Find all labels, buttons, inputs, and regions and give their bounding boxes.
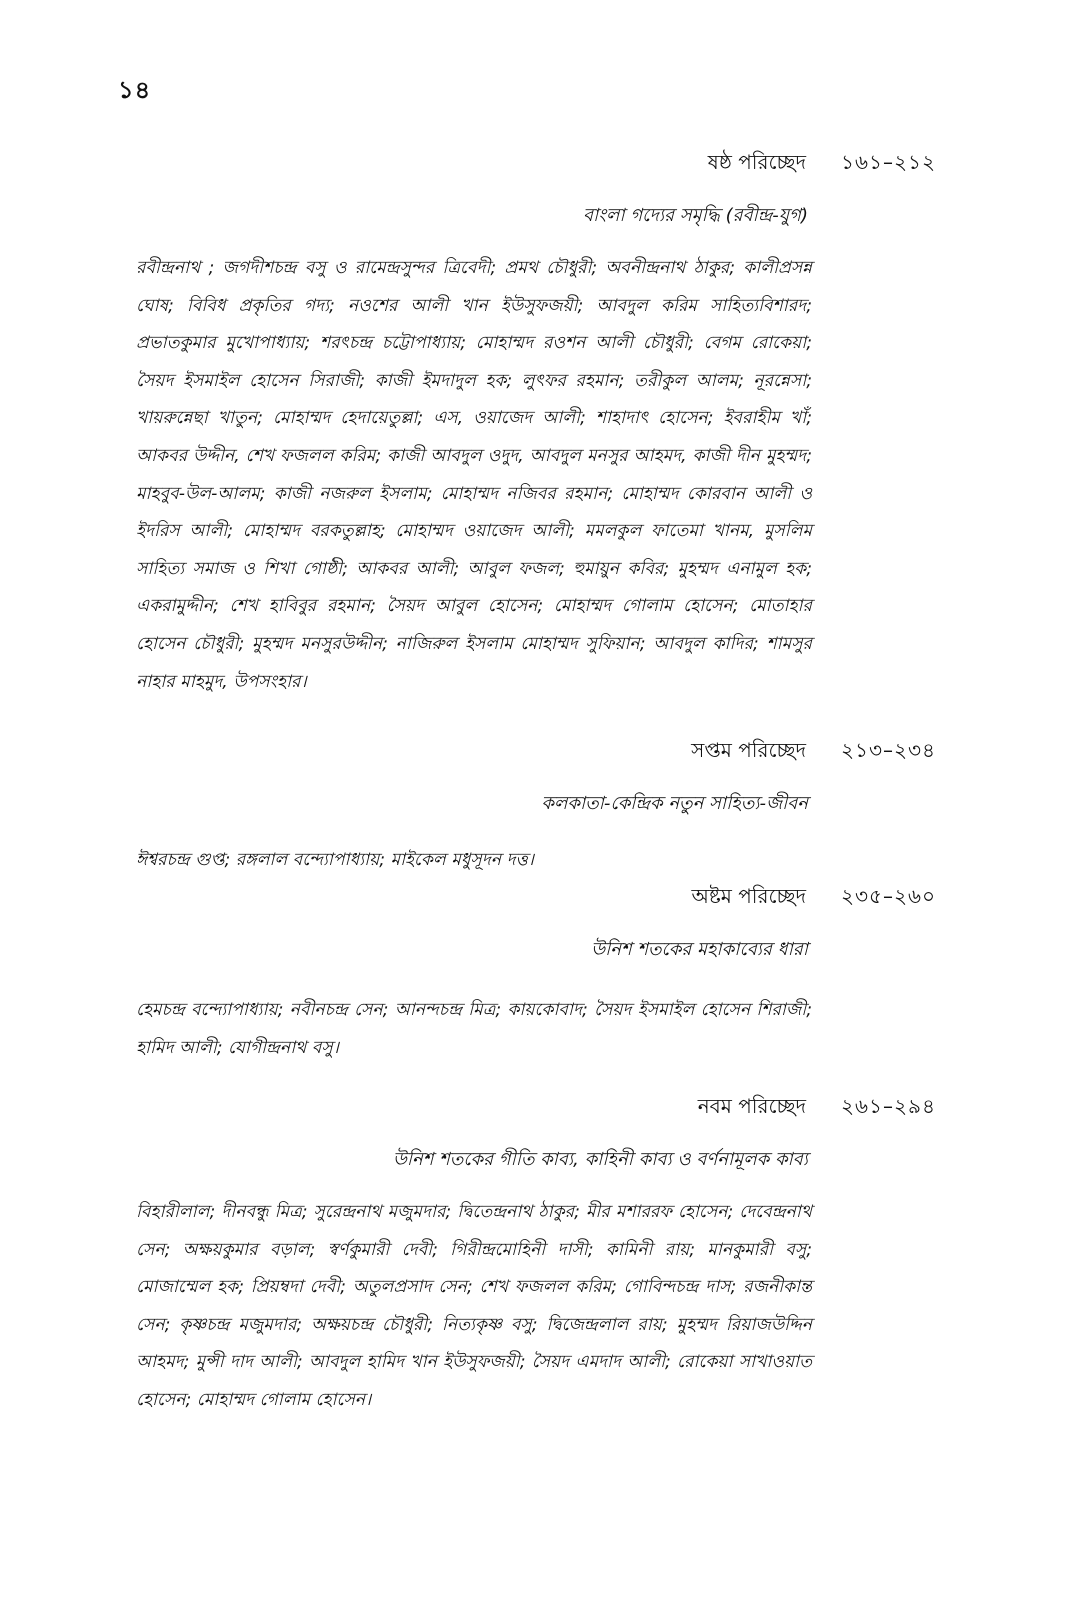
chapter-page-range: ২৬১–২৯৪ [841,1094,936,1118]
chapter-title: ষষ্ঠ পরিচ্ছেদ [707,150,806,174]
chapter-page-range: ২১৩–২৩৪ [841,738,936,762]
chapter-heading [136,148,936,181]
chapter-section-8 [136,882,936,1067]
chapter-subtitle: বাংলা গদ্যের সমৃদ্ধি (রবীন্দ্র-যুগ) [583,205,808,226]
chapter-page-range: ১৬১–২১২ [841,150,936,174]
chapter-title: সপ্তম পরিচ্ছেদ [691,738,806,762]
chapter-topics: হেমচন্দ্র বন্দ্যোপাধ্যায়; নবীনচন্দ্র সেন; আনন্দচন্দ্র মিত্র; কায়কোবাদ; সৈয়দ ইসমাইল হোসেন শিরাজী; হামিদ আলী; যোগীন্দ্রনাথ বসু। [136,1000,812,1058]
chapter-heading [136,882,936,915]
chapter-page-range: ২৩৫–২৬০ [841,884,936,908]
chapter-heading [136,736,936,769]
page-number: ১৪ [118,76,152,104]
chapter-heading [136,1092,936,1125]
chapter-section-7 [136,736,936,880]
chapter-topics: বিহারীলাল; দীনবন্ধু মিত্র; সুরেন্দ্রনাথ মজুমদার; দ্বিতেন্দ্রনাথ ঠাকুর; মীর মশাররফ হোসেন; দেবেন্দ্রনাথ সেন; অক্ষয়কুমার বড়াল; স্বর্ণকুমারী দেবী; গিরীন্দ্রমোহিনী দাসী; কামিনী রায়; মানকুমারী বসু; মোজাম্মেল হক; প্রিয়ম্বদা দেবী; অতুলপ্রসাদ সেন; শেখ ফজলল করিম; গোবিন্দচন্দ্র দাস; রজনীকান্ত সেন; কৃষ্ণচন্দ্র মজুমদার; অক্ষয়চন্দ্র চৌধুরী; নিত্যকৃষ্ণ বসু; দ্বিজেন্দ্রলাল রায়; মুহম্মদ রিয়াজউদ্দিন আহমদ; মুন্সী দাদ আলী; আবদুল হামিদ খান ইউসুফজয়ী; সৈয়দ এমদাদ আলী; রোকেয়া সাখাওয়াত হোসেন; মোহাম্মদ গোলাম হোসেন। [136,1202,812,1410]
chapter-section-6 [136,148,936,701]
chapter-title: নবম পরিচ্ছেদ [697,1094,806,1118]
chapter-title: অষ্টম পরিচ্ছেদ [691,884,806,908]
chapter-subtitle: উনিশ শতকের গীতি কাব্য, কাহিনী কাব্য ও বর্ণনামূলক কাব্য [392,1149,808,1170]
chapter-section-9 [136,1092,936,1420]
chapter-topics: ঈশ্বরচন্দ্র গুপ্ত; রঙ্গলাল বন্দ্যোপাধ্যায়; মাইকেল মধুসূদন দত্ত। [136,850,534,870]
chapter-topics: রবীন্দ্রনাথ ; জগদীশচন্দ্র বসু ও রামেন্দ্রসুন্দর ত্রিবেদী; প্রমথ চৌধুরী; অবনীন্দ্রনাথ ঠাকুর; কালীপ্রসন্ন ঘোষ; বিবিধ প্রকৃতির গদ্য; নওশের আলী খান ইউসুফজয়ী; আবদুল করিম সাহিত্যবিশারদ; প্রভাতকুমার মুখোপাধ্যায়; শরৎচন্দ্র চট্টোপাধ্যায়; মোহাম্মদ রওশন আলী চৌধুরী; বেগম রোকেয়া; সৈয়দ ইসমাইল হোসেন সিরাজী; কাজী ইমদাদুল হক; লুৎফর রহমান; তরীকুল আলম; নূরন্নেসা; খায়রুন্নেছা খাতুন; মোহাম্মদ হেদায়েতুল্লা; এস, ওয়াজেদ আলী; শাহাদাৎ হোসেন; ইবরাহীম খাঁ; আকবর উদ্দীন, শেখ ফজলল করিম; কাজী আবদুল ওদুদ, আবদুল মনসুর আহমদ, কাজী দীন মুহম্মদ; মাহবুব-উল-আলম; কাজী নজরুল ইসলাম; মোহাম্মদ নজিবর রহমান; মোহাম্মদ কোরবান আলী ও ইদরিস আলী; মোহাম্মদ বরকতুল্লাহ; মোহাম্মদ ওয়াজেদ আলী; মমলকুল ফাতেমা খানম, মুসলিম সাহিত্য সমাজ ও শিখা গোষ্ঠী; আকবর আলী; আবুল ফজল; হুমায়ুন কবির; মুহম্মদ এনামুল হক; একরামুদ্দীন; শেখ হাবিবুর রহমান; সৈয়দ আবুল হোসেন; মোহাম্মদ গোলাম হোসেন; মোতাহার হোসেন চৌধুরী; মুহম্মদ মনসুরউদ্দীন; নাজিরুল ইসলাম মোহাম্মদ সুফিয়ান; আবদুল কাদির; শামসুর নাহার মাহমুদ, উপসংহার। [136,258,812,692]
chapter-subtitle: উনিশ শতকের মহাকাব্যের ধারা [591,939,808,960]
chapter-subtitle: কলকাতা-কেন্দ্রিক নতুন সাহিত্য-জীবন [541,793,808,814]
